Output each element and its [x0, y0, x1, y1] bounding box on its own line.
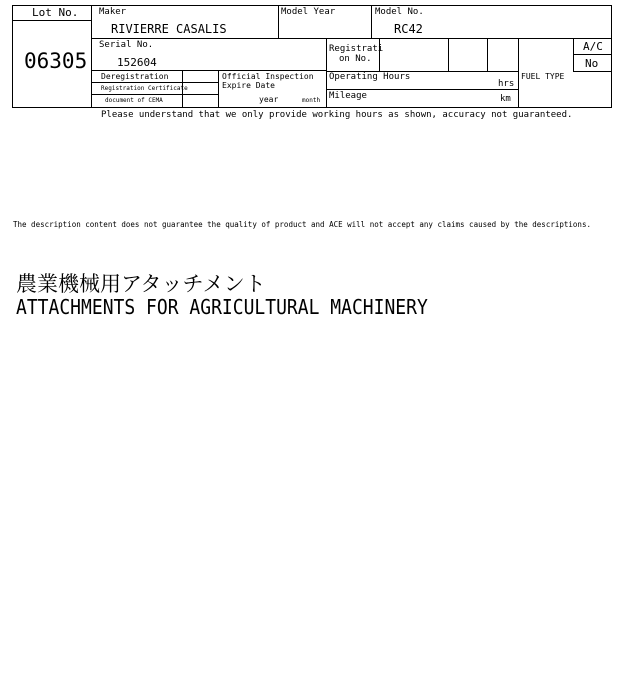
ac-value: No — [585, 57, 599, 70]
reg-box-3 — [487, 38, 488, 71]
model-year-divider — [371, 5, 372, 38]
model-no-label: Model No. — [375, 7, 424, 17]
maker-divider — [278, 5, 279, 38]
year-label: year — [259, 95, 279, 104]
model-no-value: RC42 — [394, 22, 423, 36]
month-label: month — [302, 97, 321, 104]
hours-mileage-divider — [326, 89, 518, 90]
serial-divider — [326, 38, 327, 108]
mileage-label: Mileage — [329, 91, 367, 101]
serial-label: Serial No. — [99, 40, 154, 50]
title-english: ATTACHMENTS FOR AGRICULTURAL MACHINERY — [16, 295, 428, 319]
serial-value: 152604 — [117, 56, 157, 69]
hrs-unit: hrs — [498, 79, 515, 89]
maker-value: RIVIERRE CASALIS — [111, 22, 227, 36]
registration-label-2: on No. — [339, 54, 372, 64]
cema-label: document of CEMA — [105, 97, 163, 104]
reg-cert-label: Registration Certificate — [101, 85, 188, 92]
km-unit: km — [500, 94, 511, 104]
description-disclaimer: The description content does not guarantee the quality of product and ACE will not accept any claims caused by the descriptions. — [13, 220, 591, 229]
fuel-type-label: FUEL TYPE — [521, 72, 565, 81]
dereg-row-divider-2 — [92, 94, 218, 95]
ac-label: A/C — [583, 40, 603, 53]
lot-no-value: 06305 — [24, 49, 88, 73]
ac-header-divider — [573, 54, 612, 55]
maker-label: Maker — [99, 7, 127, 17]
form-outer-border — [12, 5, 612, 108]
hours-accuracy-note: Please understand that we only provide working hours as shown, accuracy not guaranteed. — [101, 110, 573, 120]
reg-box-2 — [448, 38, 449, 71]
inspection-label-2: Expire Date — [222, 81, 275, 90]
deregistration-label: Deregistration — [101, 72, 169, 81]
row1-divider — [92, 38, 612, 39]
row2-divider-ac — [573, 71, 612, 72]
inspection-label-1: Official Inspection — [222, 72, 314, 81]
inspection-divider — [218, 70, 219, 108]
lot-header-divider — [12, 20, 92, 21]
model-year-label: Model Year — [281, 7, 336, 17]
lot-no-label: Lot No. — [32, 6, 79, 19]
operating-hours-label: Operating Hours — [329, 72, 411, 82]
row2-divider-left — [92, 70, 326, 71]
dereg-row-divider-1 — [92, 82, 218, 83]
registration-label-1: Registrati — [329, 44, 384, 54]
reg-box-1 — [379, 38, 380, 71]
title-japanese: 農業機械用アタッチメント — [16, 272, 266, 296]
reg-box-4 — [518, 38, 519, 108]
